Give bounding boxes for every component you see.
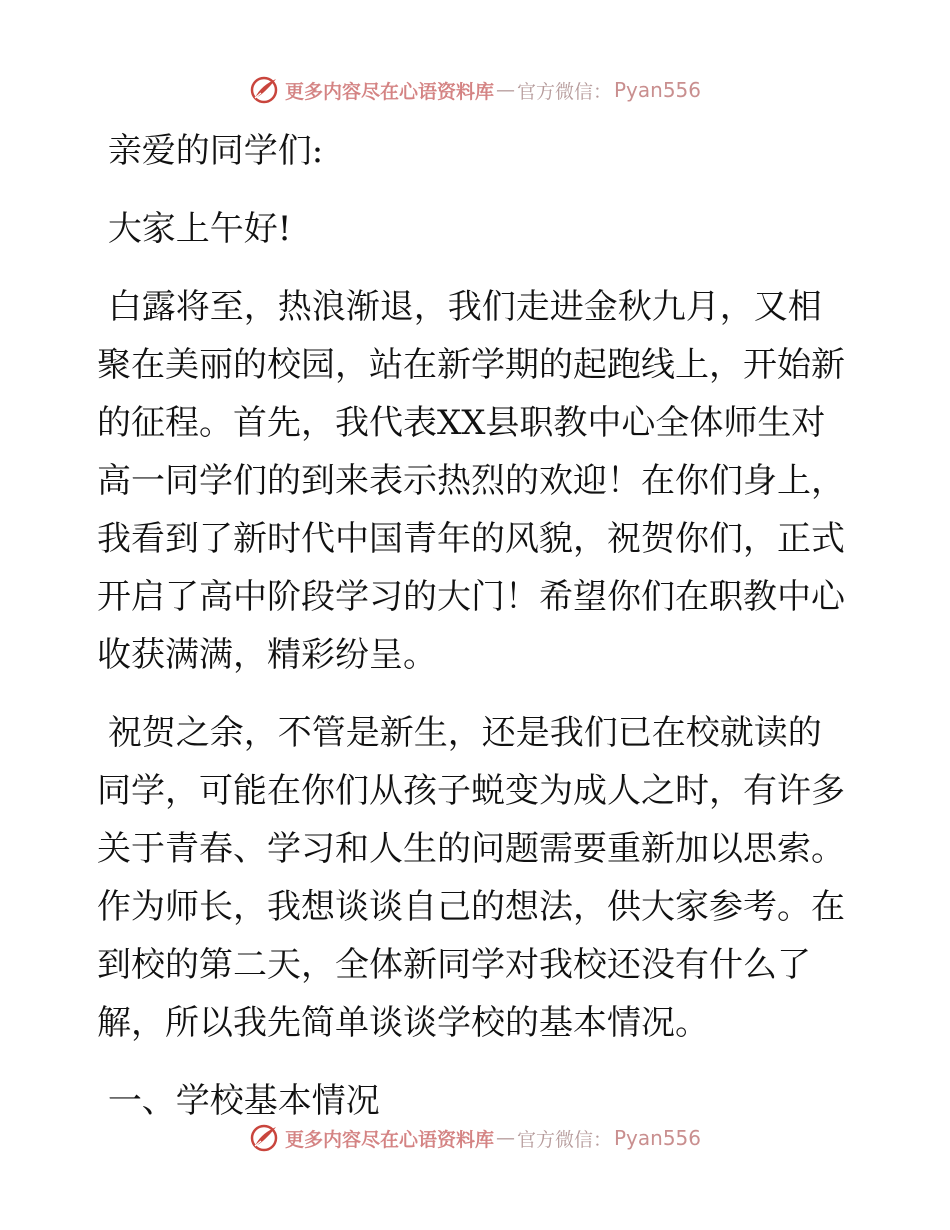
- text-line: 祝贺之余，不管是新生，还是我们已在校就读的: [97, 713, 822, 753]
- text-line: 高一同学们的到来表示热烈的欢迎！在你们身上，: [97, 461, 845, 501]
- text-line: 作为师长，我想谈谈自己的想法，供大家参考。在: [97, 887, 845, 927]
- banner-wechat-id: Pyan556: [614, 78, 702, 102]
- text-line: 同学，可能在你们从孩子蜕变为成人之时，有许多: [97, 771, 845, 811]
- banner-wechat-label: 官方微信：: [516, 1128, 612, 1151]
- text-line: 开启了高中阶段学习的大门！希望你们在职教中心: [97, 577, 845, 617]
- paragraph-1: [97, 278, 857, 684]
- text-line: 到校的第二天，全体新同学对我校还没有什么了: [97, 945, 811, 985]
- banner-separator: —: [495, 1127, 515, 1149]
- section-heading: 一、学校基本情况: [97, 1081, 380, 1121]
- text-line: 我看到了新时代中国青年的风貌，祝贺你们，正式: [97, 519, 845, 559]
- text-line: 聚在美丽的校园，站在新学期的起跑线上，开始新: [97, 345, 845, 385]
- footer-banner: [0, 1118, 950, 1158]
- quill-pen-logo-icon: [249, 1123, 279, 1153]
- text-line: 解，所以我先简单谈谈学校的基本情况。: [97, 1003, 709, 1043]
- text-line: 的征程。首先，我代表XX县职教中心全体师生对: [97, 403, 826, 443]
- text-line: 收获满满，精彩纷呈。: [97, 635, 437, 675]
- text-line: 关于青春、学习和人生的问题需要重新加以思索。: [97, 829, 845, 869]
- banner-wechat-label: 官方微信：: [516, 80, 612, 103]
- greeting: 大家上午好!: [97, 209, 292, 249]
- paragraph-2: [97, 704, 857, 1052]
- banner-site-name: 更多内容尽在心语资料库: [284, 80, 494, 103]
- banner-site-name: 更多内容尽在心语资料库: [284, 1128, 494, 1151]
- banner-wechat-id: Pyan556: [614, 1126, 702, 1150]
- document-body: [97, 122, 857, 1130]
- text-line: 白露将至，热浪渐退，我们走进金秋九月，又相: [97, 287, 822, 327]
- salutation: 亲爱的同学们:: [97, 131, 324, 171]
- banner-separator: —: [495, 79, 515, 101]
- quill-pen-logo-icon: [249, 75, 279, 105]
- header-banner: [0, 70, 950, 110]
